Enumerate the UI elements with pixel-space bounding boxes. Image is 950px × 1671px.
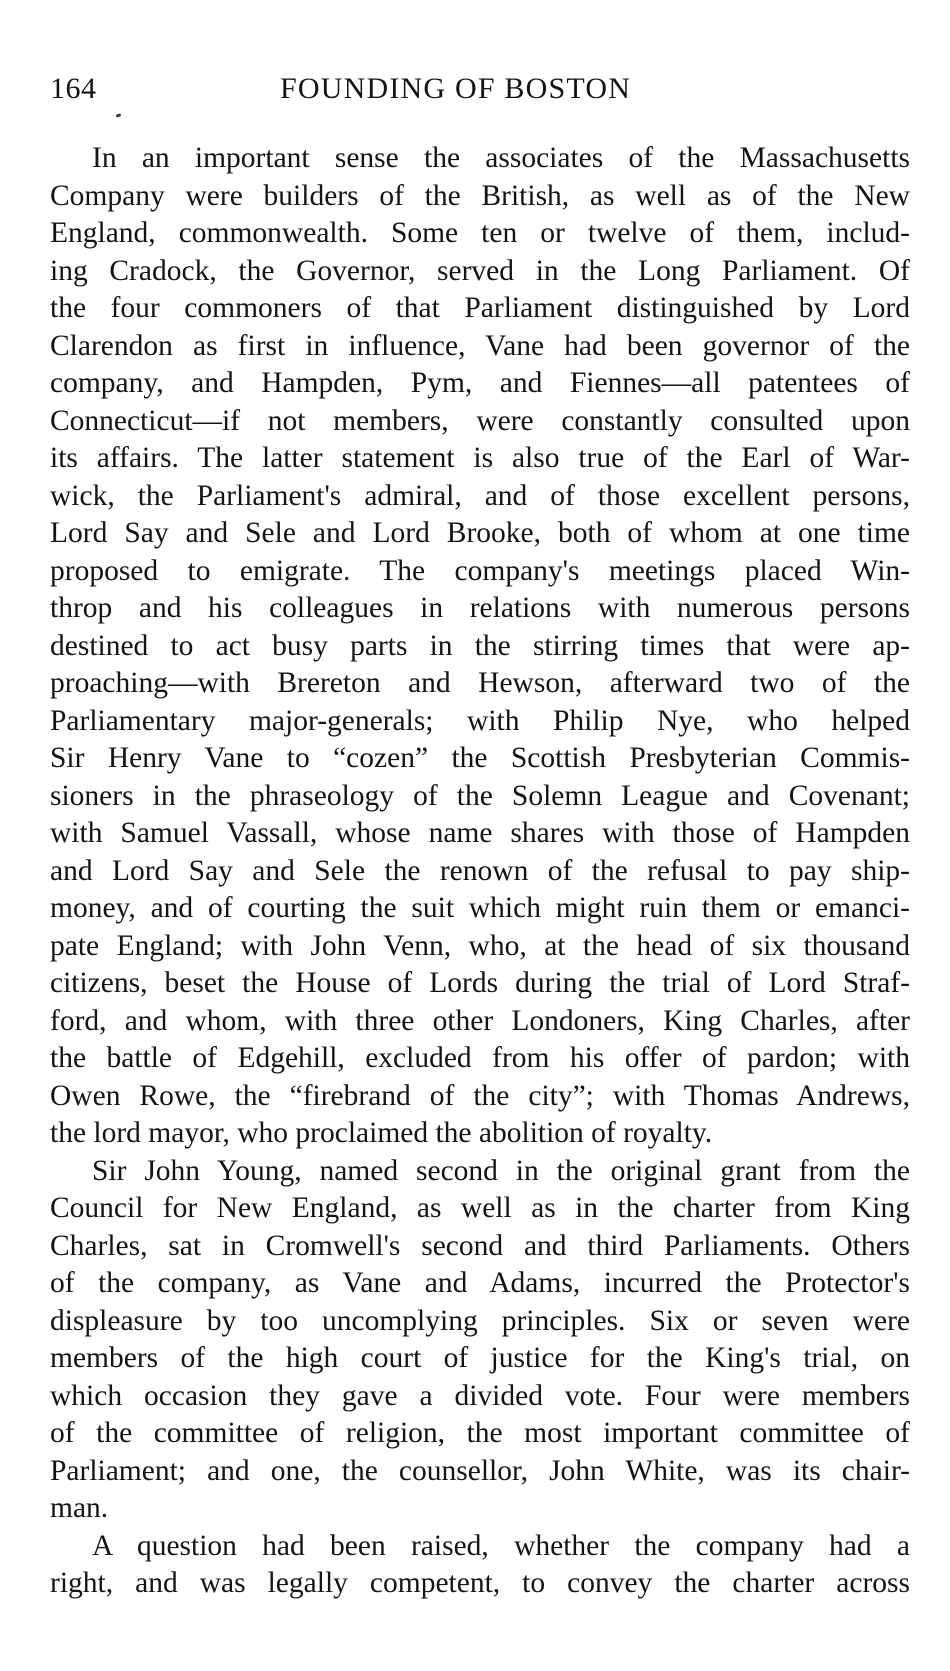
page-header (50, 72, 910, 122)
text-line: of the company, as Vane and Adams, incurred the Protector's (50, 1267, 910, 1299)
text-line: throp and his colleagues in relations with numerous persons (50, 592, 910, 624)
text-line: the four commoners of that Parliament distinguished by Lord (50, 292, 910, 324)
text-line: proposed to emigrate. The company's meetings placed Win- (50, 554, 910, 587)
ink-speck (116, 113, 122, 118)
text-line: displeasure by too uncomplying principles. Six or seven were (50, 1304, 910, 1337)
text-line: pate England; with John Venn, who, at the head of six thousand (50, 929, 910, 962)
paragraph-2 (50, 1153, 910, 1528)
text-line: money, and of courting the suit which might ruin them or emanci- (50, 892, 910, 924)
text-line: In an important sense the associates of the Massachusetts (92, 142, 910, 174)
text-line: members of the high court of justice for the King's trial, on (50, 1342, 910, 1374)
text-line: Lord Say and Sele and Lord Brooke, both of whom at one time (50, 517, 910, 549)
text-line: Clarendon as first in influence, Vane had been governor of the (50, 329, 910, 362)
text-line: its affairs. The latter statement is also true of the Earl of War- (50, 442, 910, 474)
text-line: A question had been raised, whether the company had a (92, 1529, 910, 1562)
text-line: England, commonwealth. Some ten or twelve of them, includ- (50, 217, 910, 249)
book-page (50, 0, 910, 1671)
text-line: Parliament; and one, the counsellor, John White, was its chair- (50, 1454, 910, 1487)
paragraph-1 (50, 140, 910, 1153)
text-line: destined to act busy parts in the stirring times that were ap- (50, 629, 910, 662)
text-line: Council for New England, as well as in the charter from King (50, 1192, 910, 1224)
body-text (50, 140, 910, 1603)
page-number: 164 (50, 72, 97, 105)
running-head: FOUNDING OF BOSTON (280, 72, 632, 105)
text-line: Connecticut—if not members, were constantly consulted upon (50, 404, 910, 437)
text-line: and Lord Say and Sele the renown of the refusal to pay ship- (50, 854, 910, 887)
text-line: Charles, sat in Cromwell's second and third Parliaments. Others (50, 1229, 910, 1262)
text-line: ford, and whom, with three other Londoners, King Charles, after (50, 1004, 910, 1037)
text-line: wick, the Parliament's admiral, and of those excellent persons, (50, 479, 910, 512)
text-line: ing Cradock, the Governor, served in the Long Parliament. Of (50, 254, 910, 287)
text-line: right, and was legally competent, to convey the charter across (50, 1567, 910, 1599)
text-line: the battle of Edgehill, excluded from his offer of pardon; with (50, 1042, 910, 1074)
text-line: proaching—with Brereton and Hewson, afterward two of the (50, 667, 910, 699)
text-line: of the committee of religion, the most important committee of (50, 1417, 910, 1449)
text-line: citizens, beset the House of Lords during the trial of Lord Straf- (50, 967, 910, 999)
text-line: which occasion they gave a divided vote. Four were members (50, 1379, 910, 1412)
text-line: Parliamentary major-generals; with Philip Nye, who helped (50, 704, 910, 737)
paragraph-3 (50, 1528, 910, 1603)
text-line: Sir Henry Vane to “cozen” the Scottish Presbyterian Commis- (50, 742, 910, 774)
text-line: company, and Hampden, Pym, and Fiennes—all patentees of (50, 367, 910, 399)
text-line: Owen Rowe, the “firebrand of the city”; with Thomas Andrews, (50, 1079, 910, 1112)
text-line: sioners in the phraseology of the Solemn League and Covenant; (50, 779, 910, 812)
text-line: Company were builders of the British, as well as of the New (50, 179, 910, 212)
text-line: Sir John Young, named second in the original grant from the (92, 1154, 910, 1187)
text-line: the lord mayor, who proclaimed the abolition of royalty. (50, 1117, 713, 1149)
text-line: with Samuel Vassall, whose name shares with those of Hampden (50, 817, 910, 849)
text-line: man. (50, 1492, 109, 1524)
